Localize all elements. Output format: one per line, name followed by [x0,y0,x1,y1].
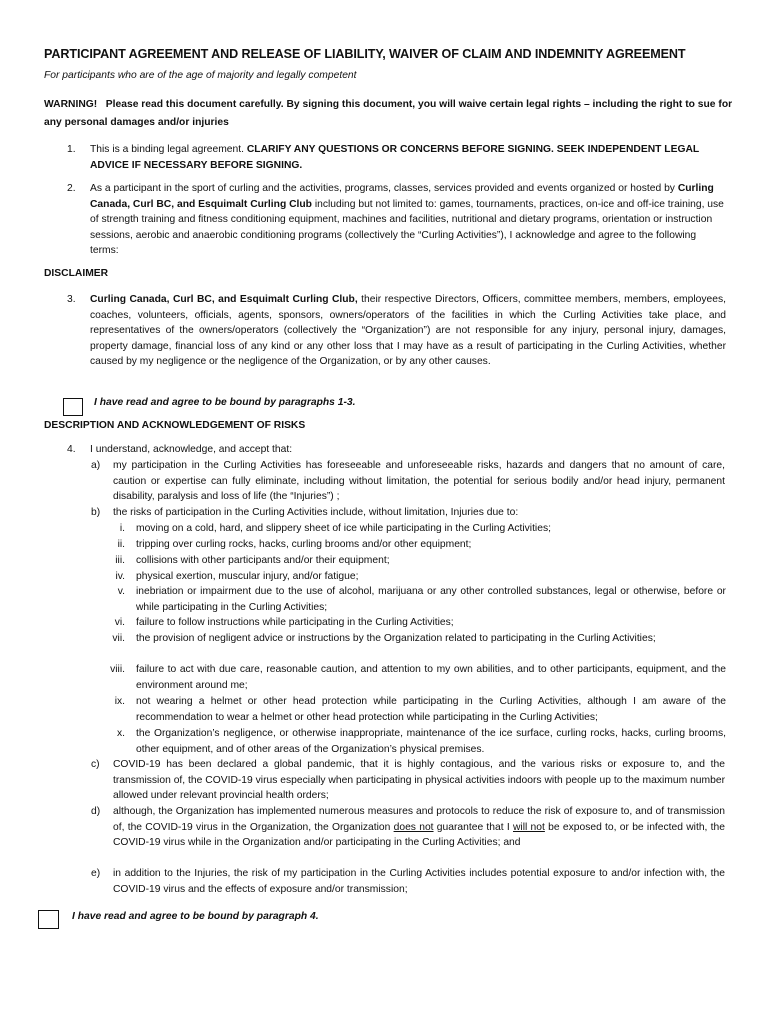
item-e-label: e) [91,868,101,879]
paragraph-1-bold: CLARIFY ANY QUESTIONS OR CONCERNS BEFORE SIGNING. SEEK INDEPENDENT LEGAL ADVICE IF NECESSARY BEFORE SIGNING. [90,144,700,171]
warning-text-a: Please read this document carefully [105,99,281,110]
item-c-text: COVID-19 has been declared a global pandemic, that it is highly contagious, and the various risks or exposure to, and the transmission of, the COVID-19 virus especially when participating in physical activities indoors with people up to the maximum number allowed under relevant provincial health orders; [113,759,725,802]
risk-item-text: not wearing a helmet or other head protection while participating in the Curling Activities, although I am aware of the recommendation to wear a helmet or other head protection while participating in the Curling Activities; [136,696,726,723]
paragraph-4-number: 4. [67,444,76,455]
risk-item-text: collisions with other participants and/or their equipment; [136,555,390,566]
risk-item-number: vi. [114,617,125,628]
warning-label: WARNING! [44,99,98,110]
risk-item-number: i. [119,523,125,534]
risk-item-text: failure to act with due care, reasonable caution, and attention to my own abilities, and to other participants, equipment, and the environment around me; [136,664,726,691]
item-d-underline-1: does not [393,821,434,833]
warning-text-b: . By signing this document, you will waive certain legal rights – including the right to sue for any personal damages and/or injuries [44,99,733,128]
ack-paragraph-4-checkbox[interactable] [38,910,59,929]
paragraph-1-number: 1. [67,144,76,155]
item-b-label: b) [91,507,101,518]
item-a-text: my participation in the Curling Activities has foreseeable and unforeseeable risks, hazards and dangers that no amount of care, caution or expertise can fully eliminate, including without limitation, the potential for serious bodily and/or head injury, permanent disability, paralysis and loss of life (the “Injuries”) ; [113,460,725,503]
risk-item-text: tripping over curling rocks, hacks, curling brooms and/or other equipment; [136,539,472,550]
risk-item-number: vii. [112,633,125,644]
risk-item-text: the Organization’s negligence, or otherwise inappropriate, maintenance of the ice surface, curling rocks, hacks, curling brooms, other equipment, and of other areas of the Organization’s physical premises. [136,728,726,755]
paragraph-1-text: This is a binding legal agreement. [90,144,247,155]
item-c-label: c) [91,759,100,770]
ack-paragraphs-1-3-label: I have read and agree to be bound by paragraphs 1-3. [94,397,356,408]
item-b-text: the risks of participation in the Curling Activities include, without limitation, Injuries due to: [113,507,519,518]
paragraph-3-number: 3. [67,294,76,305]
paragraph-2-text-a: As a participant in the sport of curling and the activities, programs, classes, services provided and events organized or hosted by [90,183,678,194]
paragraph-3-bold: Curling Canada, Curl BC, and Esquimalt Curling Club, [90,294,358,305]
item-d-text-c: be exposed to, or be infected with, the COVID-19 virus while in the Organization and/or participating in the Curling Activities; and [113,821,725,849]
document-title: PARTICIPANT AGREEMENT AND RELEASE OF LIABILITY, WAIVER OF CLAIM AND INDEMNITY AGREEMENT [44,47,686,61]
item-d-text-a: although, the Organization has implemented numerous measures and protocols to reduce the risk of exposure to, and of transmission of, the COVID-19 virus in the Organization, the Organization [113,806,725,833]
item-d-underline-2: will not [513,821,545,833]
ack-paragraph-4-label: I have read and agree to be bound by paragraph 4. [72,911,319,922]
risk-item-text: failure to follow instructions while participating in the Curling Activities; [136,617,454,628]
paragraph-2-text-b: including but not limited to: games, tournaments, practices, on-ice and off-ice training, use of strength training and fitness conditioning equipment, machines and facilities, nutritional and dietary programs, orientation or instruction sessions, aerobic and anaerobic conditioning programs (collectively the “Curling Activities”), I acknowledge and agree to the following terms: [90,198,724,257]
paragraph-1 [90,142,720,173]
paragraph-2 [90,181,724,259]
risk-item-text: moving on a cold, hard, and slippery sheet of ice while participating in the Curling Activities; [136,523,551,534]
risk-item-number: viii. [110,664,125,675]
paragraph-3-text: their respective Directors, Officers, committee members, members, employees, coaches, volunteers, officials, agents, sponsors, owners/operators of the facilities in which the Curling Activities take place, and representatives of the owners/operators (collectively the “Organization”) are not responsible for any injury, personal injury, damages, property damage, financial loss of any kind or any other loss that I may have as a result of participating in the Curling Activities, whether caused by my negligence or the negligence of the Organization, or by any other causes. [90,294,726,368]
item-d-text-b: guarantee that I [433,821,513,833]
item-d-label: d) [91,806,101,817]
paragraph-2-number: 2. [67,183,76,194]
item-e-text: in addition to the Injuries, the risk of my participation in the Curling Activities includes potential exposure to and/or infection with, the COVID-19 virus and the effects of exposure and/or transmission; [113,868,725,895]
paragraph-3 [90,292,726,370]
item-a-label: a) [91,460,101,471]
paragraph-4-intro: I understand, acknowledge, and accept that: [90,444,293,455]
risk-item-number: iii. [115,555,125,566]
risk-item-text: the provision of negligent advice or instructions by the Organization related to participating in the Curling Activities; [136,633,656,644]
paragraph-2-bold: Curling Canada, Curl BC, and Esquimalt Curling Club [90,183,714,210]
ack-paragraphs-1-3-checkbox[interactable] [63,398,83,416]
disclaimer-heading: DISCLAIMER [44,268,109,279]
risk-item-number: x. [116,728,125,739]
risk-item-number: iv. [115,571,125,582]
risk-item-number: ii. [117,539,125,550]
risk-item-number: ix. [114,696,125,707]
document-subtitle: For participants who are of the age of majority and legally competent [44,70,357,81]
risk-item-text: physical exertion, muscular injury, and/or fatigue; [136,571,359,582]
risks-heading: DESCRIPTION AND ACKNOWLEDGEMENT OF RISKS [44,420,306,431]
risk-item-number: v. [117,586,125,597]
risk-item-text: inebriation or impairment due to the use of alcohol, marijuana or any other controlled substances, legal or otherwise, before or while participating in the Curling Activities; [136,586,726,613]
item-d-text [113,804,725,851]
warning-notice [44,96,734,132]
